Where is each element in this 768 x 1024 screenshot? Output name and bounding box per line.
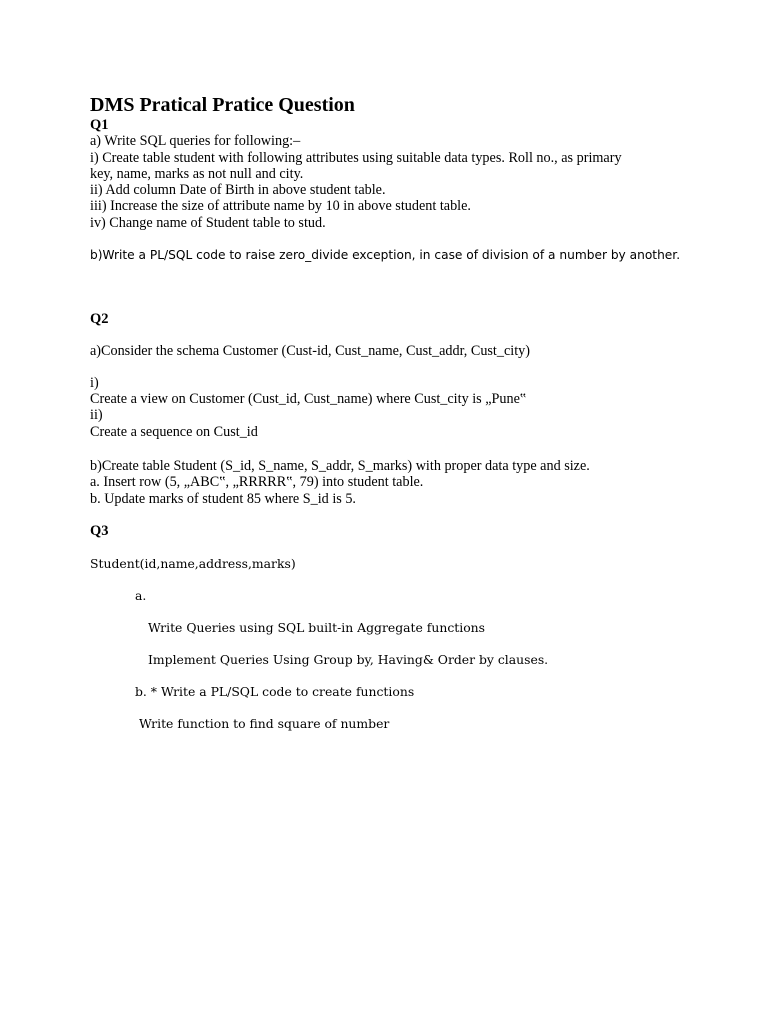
q1-iv: iv) Change name of Student table to stud. xyxy=(90,215,326,231)
q1-i-line1: i) Create table student with following attributes using suitable data types. Roll no., as primary xyxy=(90,150,622,166)
q3-a-item2: Implement Queries Using Group by, Having& Order by clauses. xyxy=(148,652,549,667)
q1-a-intro: a) Write SQL queries for following:– xyxy=(90,133,301,149)
q3-a-item1: Write Queries using SQL built-in Aggregate functions xyxy=(148,620,486,635)
q3-b: b. * Write a PL/SQL code to create functions xyxy=(135,684,415,699)
q2-ii-text: Create a sequence on Cust_id xyxy=(90,424,258,440)
q2-ii-label: ii) xyxy=(90,407,103,423)
q2-i-label: i) xyxy=(90,375,99,391)
q2-b: b)Create table Student (S_id, S_name, S_addr, S_marks) with proper data type and size. xyxy=(90,458,590,474)
q3-b-item: Write function to find square of number xyxy=(139,716,390,731)
q3-heading: Q3 xyxy=(90,523,109,539)
q1-b: b)Write a PL/SQL code to raise zero_divide exception, in case of division of a number by another. xyxy=(90,248,681,262)
q2-heading: Q2 xyxy=(90,311,109,327)
q2-i-text: Create a view on Customer (Cust_id, Cust_name) where Cust_city is „Pune‟ xyxy=(90,391,527,407)
q3-a-label: a. xyxy=(135,588,147,603)
q1-ii: ii) Add column Date of Birth in above student table. xyxy=(90,182,386,198)
q1-heading: Q1 xyxy=(90,117,109,133)
q3-schema: Student(id,name,address,marks) xyxy=(90,556,296,571)
q1-iii: iii) Increase the size of attribute name by 10 in above student table. xyxy=(90,198,471,214)
q2-b-a: a. Insert row (5, „ABC‟, „RRRRR‟, 79) into student table. xyxy=(90,474,424,490)
q2-a: a)Consider the schema Customer (Cust-id, Cust_name, Cust_addr, Cust_city) xyxy=(90,343,530,359)
page-title: DMS Pratical Pratice Question xyxy=(90,94,355,116)
q1-i-line2: key, name, marks as not null and city. xyxy=(90,166,304,182)
q2-b-b: b. Update marks of student 85 where S_id is 5. xyxy=(90,491,356,507)
